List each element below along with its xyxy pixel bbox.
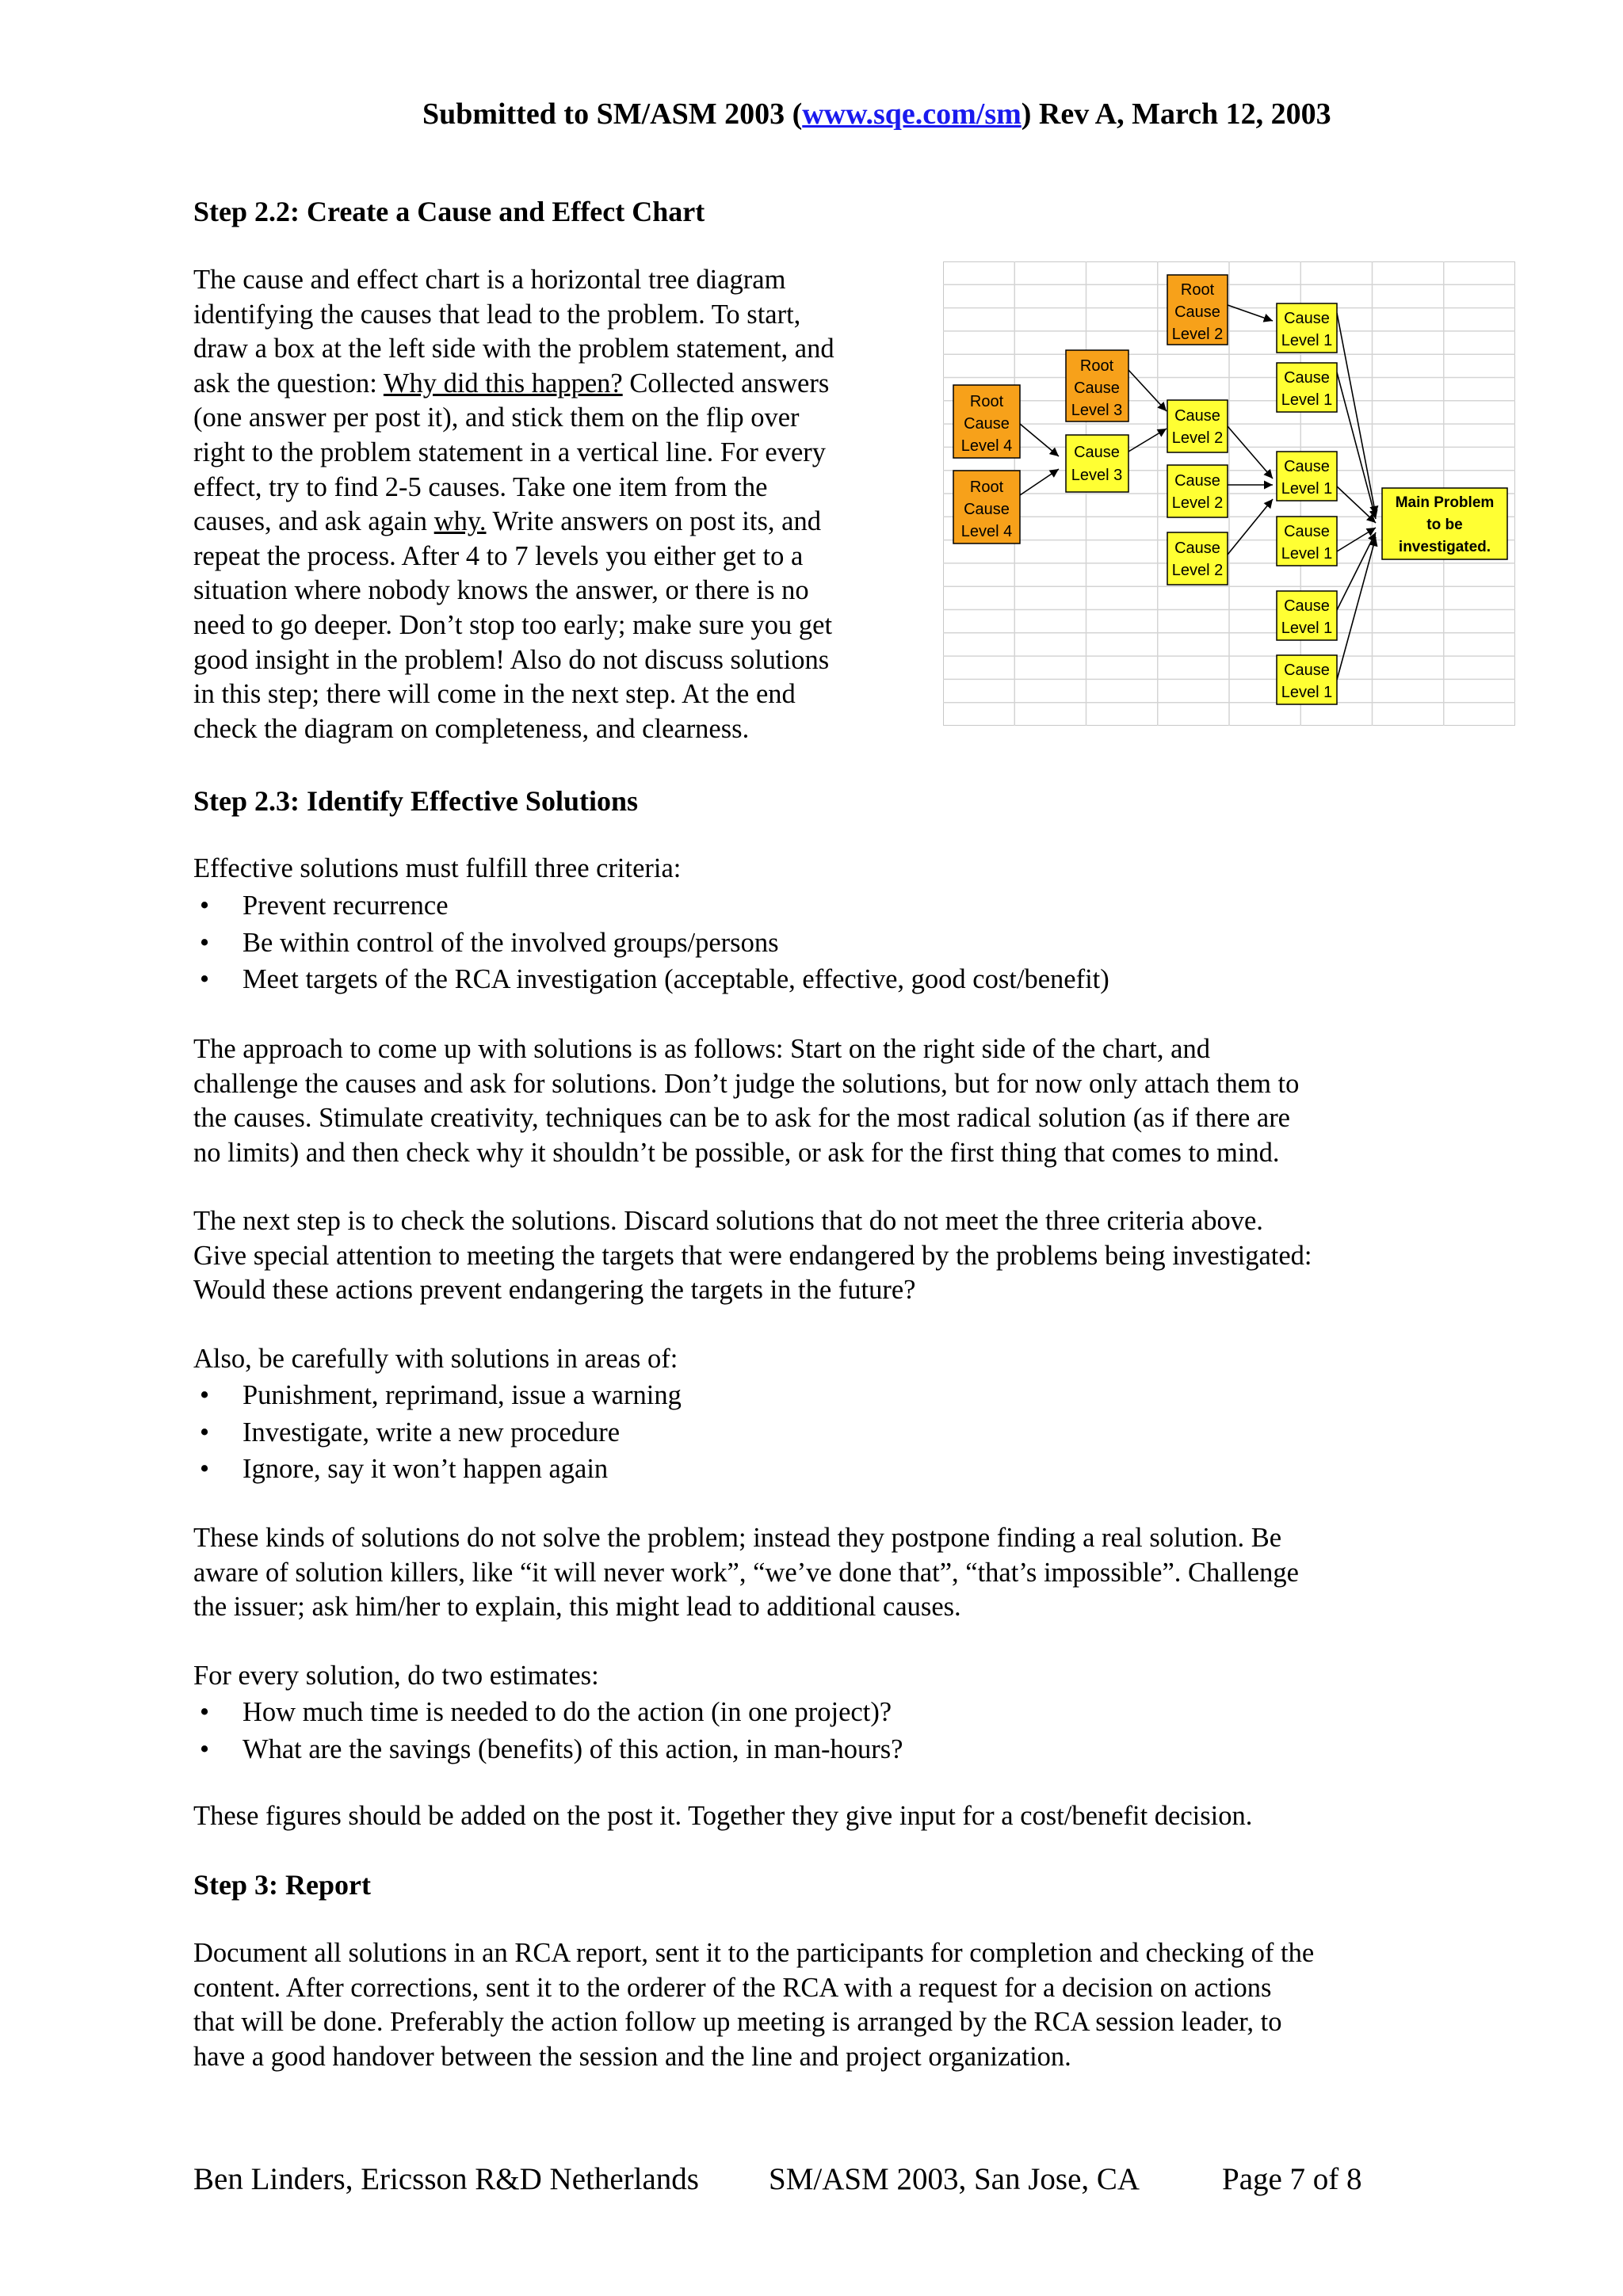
text-line: the issuer; ask him/her to explain, this might lead to additional causes. <box>193 1592 961 1623</box>
criteria-list <box>193 887 1109 998</box>
step22-paragraph <box>193 263 907 746</box>
svg-text:Level 1: Level 1 <box>1281 545 1333 563</box>
why-underlined-2: why. <box>433 506 487 537</box>
figures-paragraph: These figures should be added on the post it. Together they give input for a cost/benefit decision. <box>193 1801 1253 1831</box>
footer-conference: SM/ASM 2003, San Jose, CA <box>769 2162 1140 2196</box>
svg-text:Root: Root <box>1079 357 1114 375</box>
list-item: • Be within control of the involved groups/persons <box>193 925 1109 962</box>
careful-list <box>193 1377 682 1488</box>
text-line: aware of solution killers, like “it will never work”, “we’ve done that”, “that’s impossible”. Challenge <box>193 1557 1299 1588</box>
svg-text:Cause: Cause <box>964 501 1010 518</box>
list-item: • Investigate, write a new procedure <box>193 1414 682 1451</box>
svg-text:Cause: Cause <box>1284 597 1330 615</box>
next-step-paragraph <box>193 1204 1312 1308</box>
text-line: content. After corrections, sent it to the orderer of the RCA with a request for a decision on actions <box>193 1972 1272 2003</box>
list-item: • Ignore, say it won’t happen again <box>193 1451 682 1488</box>
svg-text:Level 1: Level 1 <box>1281 332 1333 349</box>
text-line: Would these actions prevent endangering the targets in the future? <box>193 1275 916 1306</box>
svg-text:Level 2: Level 2 <box>1171 326 1224 343</box>
text-line: check the diagram on completeness, and clearness. <box>193 713 750 744</box>
text-line: The approach to come up with solutions is as follows: Start on the right side of the chart, and <box>193 1034 1210 1064</box>
list-item: • Punishment, reprimand, issue a warning <box>193 1377 682 1414</box>
footer-author: Ben Linders, Ericsson R&D Netherlands <box>193 2162 699 2196</box>
header-suffix: ) Rev A, March 12, 2003 <box>1021 97 1331 131</box>
text-line <box>193 367 907 402</box>
svg-text:Cause: Cause <box>1284 310 1330 327</box>
list-item: • How much time is needed to do the action (in one project)? <box>193 1694 903 1731</box>
svg-text:Level 2: Level 2 <box>1171 562 1224 579</box>
text-line: need to go deeper. Don’t stop too early; make sure you get <box>193 609 833 640</box>
root-cause-level4-b <box>953 471 1020 543</box>
svg-text:Level 3: Level 3 <box>1071 467 1123 484</box>
root-cause-level3 <box>1066 350 1128 421</box>
svg-text:Cause: Cause <box>964 415 1010 433</box>
text-line: effect, try to find 2-5 causes. Take one item from the <box>193 471 768 502</box>
text-line: (one answer per post it), and stick them on the flip over <box>193 402 800 433</box>
cause-level1-b <box>1277 363 1337 412</box>
cause-level3 <box>1066 435 1128 492</box>
svg-text:to be: to be <box>1426 517 1463 533</box>
text-line: repeat the process. After 4 to 7 levels you either get to a <box>193 540 804 571</box>
svg-text:Level 1: Level 1 <box>1281 620 1333 637</box>
why-underlined: Why did this happen? <box>383 368 623 399</box>
cause-level2-b <box>1167 465 1228 517</box>
page-header <box>422 97 1331 132</box>
step23-heading: Step 2.3: Identify Effective Solutions <box>193 785 638 817</box>
svg-text:Root: Root <box>969 479 1004 496</box>
text-line: Give special attention to meeting the targets that were endangered by the problems being investigated: <box>193 1240 1312 1271</box>
root-cause-level2 <box>1167 275 1228 345</box>
text-line: good insight in the problem! Also do not discuss solutions <box>193 644 830 675</box>
criteria-intro: Effective solutions must fulfill three criteria: <box>193 853 682 883</box>
svg-text:Main Problem: Main Problem <box>1395 494 1495 511</box>
svg-text:Cause: Cause <box>1174 540 1220 557</box>
svg-text:Level 3: Level 3 <box>1071 402 1123 419</box>
svg-text:Level 4: Level 4 <box>960 437 1013 455</box>
careful-intro: Also, be carefully with solutions in areas of: <box>193 1344 678 1374</box>
svg-text:investigated.: investigated. <box>1398 539 1491 555</box>
svg-text:Cause: Cause <box>1074 379 1120 397</box>
text-line: right to the problem statement in a vertical line. For every <box>193 437 827 467</box>
cause-effect-diagram <box>943 261 1515 726</box>
svg-text:Cause: Cause <box>1074 444 1120 461</box>
text-line: These kinds of solutions do not solve the problem; instead they postpone finding a real solution. Be <box>193 1523 1282 1553</box>
text-line: The next step is to check the solutions. Discard solutions that do not meet the three criteria above. <box>193 1206 1263 1236</box>
cause-level2-a <box>1167 400 1228 452</box>
svg-text:Level 2: Level 2 <box>1171 429 1224 447</box>
text-line: the causes. Stimulate creativity, techniques can be to ask for the most radical solution (as if there are <box>193 1103 1290 1134</box>
svg-text:Root: Root <box>969 393 1004 410</box>
text-line: The cause and effect chart is a horizontal tree diagram <box>193 265 786 295</box>
header-prefix: Submitted to SM/ASM 2003 ( <box>422 97 803 131</box>
text-line: situation where nobody knows the answer, or there is no <box>193 575 809 606</box>
svg-text:Cause: Cause <box>1284 369 1330 387</box>
text-line <box>193 505 907 540</box>
svg-text:Level 2: Level 2 <box>1171 494 1224 512</box>
svg-text:Level 1: Level 1 <box>1281 391 1333 409</box>
text-line: Document all solutions in an RCA report, sent it to the participants for completion and checking of the <box>193 1938 1315 1968</box>
header-link[interactable]: www.sqe.com/sm <box>802 97 1022 131</box>
cause-level1-d <box>1277 517 1337 566</box>
svg-text:Cause: Cause <box>1174 407 1220 425</box>
footer-page-number: Page 7 of 8 <box>1222 2162 1362 2196</box>
svg-text:Cause: Cause <box>1284 523 1330 540</box>
approach-paragraph <box>193 1032 1299 1170</box>
text-line: in this step; there will come in the next step. At the end <box>193 679 796 710</box>
svg-text:Cause: Cause <box>1284 458 1330 475</box>
svg-text:Cause: Cause <box>1174 303 1220 321</box>
svg-text:Cause: Cause <box>1284 662 1330 679</box>
text-segment: ask the question: <box>193 368 384 399</box>
list-item: • Meet targets of the RCA investigation (acceptable, effective, good cost/benefit) <box>193 961 1109 998</box>
list-item: • What are the savings (benefits) of this action, in man-hours? <box>193 1731 903 1768</box>
cause-level1-e <box>1277 591 1337 640</box>
estimates-intro: For every solution, do two estimates: <box>193 1661 599 1691</box>
text-segment: Write answers on post its, and <box>486 506 821 537</box>
root-cause-level4-a <box>953 385 1020 458</box>
svg-text:Cause: Cause <box>1174 472 1220 490</box>
svg-text:Level 1: Level 1 <box>1281 684 1333 701</box>
text-segment: causes, and ask again <box>193 506 434 537</box>
list-item: • Prevent recurrence <box>193 887 1109 925</box>
cause-level1-a <box>1277 303 1337 353</box>
text-line: challenge the causes and ask for solutions. Don’t judge the solutions, but for now only attach them to <box>193 1068 1300 1099</box>
text-line: identifying the causes that lead to the problem. To start, <box>193 299 801 330</box>
text-line: that will be done. Preferably the action follow up meeting is arranged by the RCA session leader, to <box>193 2007 1282 2038</box>
cause-level1-f <box>1277 655 1337 704</box>
estimates-list <box>193 1694 903 1768</box>
text-line: no limits) and then check why it shouldn’t be possible, or ask for the first thing that comes to mind. <box>193 1137 1280 1168</box>
svg-text:Level 1: Level 1 <box>1281 480 1333 498</box>
kinds-paragraph <box>193 1521 1299 1625</box>
report-paragraph <box>193 1936 1314 2074</box>
svg-text:Level 4: Level 4 <box>960 523 1013 540</box>
text-line: have a good handover between the session and the line and project organization. <box>193 2041 1071 2072</box>
step3-heading: Step 3: Report <box>193 1869 371 1901</box>
cause-level2-c <box>1167 532 1228 585</box>
svg-text:Root: Root <box>1180 281 1215 299</box>
cause-level1-c <box>1277 452 1337 501</box>
step22-heading: Step 2.2: Create a Cause and Effect Chart <box>193 196 705 227</box>
text-line: draw a box at the left side with the problem statement, and <box>193 334 834 364</box>
main-problem-box <box>1382 488 1507 559</box>
text-segment: Collected answers <box>622 368 830 399</box>
